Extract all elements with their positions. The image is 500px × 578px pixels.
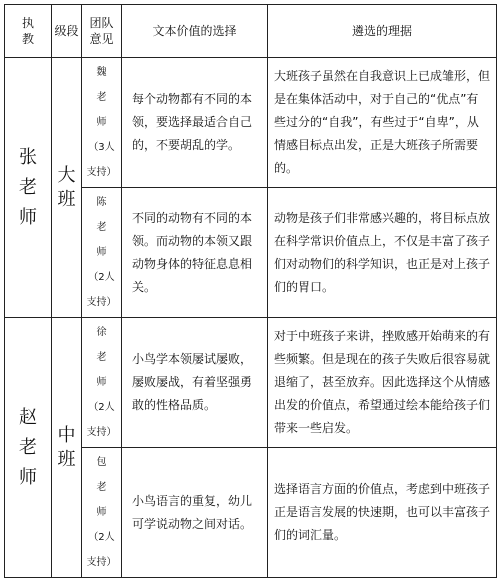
- opinion-cell: [82, 188, 122, 318]
- opinion-line: 支持）: [86, 297, 117, 308]
- opinion-line: 师: [96, 507, 107, 518]
- reason-cell: 对于中班孩子来讲，挫败感开始萌来的有些频繁。但是现在的孩子失败后很容易就退缩了，甚至放弃。因此选择这个从情感出发的价值点，希望通过绘本能给孩子们带来一些启发。: [268, 318, 497, 448]
- opinion-cell: [82, 448, 122, 578]
- opinion-line: 包: [96, 457, 107, 468]
- teacher-char: 张: [19, 146, 37, 168]
- header-teacher: [5, 5, 52, 58]
- grade-char: 班: [57, 188, 76, 210]
- header-row: [5, 5, 497, 58]
- teacher-zhang: [5, 58, 52, 318]
- grade-char: 中: [57, 424, 76, 446]
- reason-cell: 动物是孩子们非常感兴趣的，将目标点放在科学常识价值点上，不仅是丰富了孩子们对动物们的科学知识，也正是对上孩子们的胃口。: [268, 188, 497, 318]
- opinion-line: 魏: [96, 67, 107, 78]
- header-grade: 级段: [52, 5, 82, 58]
- reason-cell: 选择语言方面的价值点，考虑到中班孩子正是语言发展的快速期，也可以丰富孩子们的词汇量。: [268, 448, 497, 578]
- teacher-char: 师: [19, 466, 37, 488]
- opinion-cell: [82, 58, 122, 188]
- opinion-line: 老: [96, 352, 107, 363]
- header-value: 文本价值的选择: [122, 5, 268, 58]
- teacher-zhao: [5, 318, 52, 578]
- header-teacher-line2: 教: [21, 32, 34, 46]
- header-opinion: [82, 5, 122, 58]
- opinion-line: 徐: [96, 327, 107, 338]
- opinion-line: 老: [96, 222, 107, 233]
- opinion-line: （2人: [88, 272, 115, 283]
- opinion-line: 支持）: [86, 557, 117, 568]
- grade-senior: [52, 58, 82, 318]
- opinion-line: （2人: [88, 532, 115, 543]
- teacher-char: 老: [19, 176, 37, 198]
- value-cell: 每个动物都有不同的本领，要选择最适合自己的，不要胡乱的学。: [122, 58, 268, 188]
- grade-char: 班: [57, 448, 76, 470]
- value-cell: 不同的动物有不同的本领。而动物的本领又跟动物身体的特征息息相关。: [122, 188, 268, 318]
- opinion-line: 陈: [96, 197, 107, 208]
- header-opinion-line1: 团队: [89, 16, 114, 30]
- header-teacher-line1: 执: [21, 16, 34, 30]
- grade-middle: [52, 318, 82, 578]
- teacher-char: 老: [19, 436, 37, 458]
- opinion-line: 师: [96, 247, 107, 258]
- header-reason: 遴选的理据: [268, 5, 497, 58]
- opinion-line: 老: [96, 92, 107, 103]
- teacher-char: 师: [19, 206, 37, 228]
- teacher-char: 赵: [19, 406, 37, 428]
- opinion-cell: [82, 318, 122, 448]
- table-row: [5, 318, 497, 448]
- opinion-line: 师: [96, 377, 107, 388]
- value-cell: 小鸟学本领屡试屡败，屡败屡战，有着坚强勇敢的性格品质。: [122, 318, 268, 448]
- reason-cell: 大班孩子虽然在自我意识上已成雏形，但是在集体活动中，对于自己的“优点”有些过分的“自我”，有些过于“自卑”，从情感目标点出发，正是大班孩子所需要的。: [268, 58, 497, 188]
- grade-char: 大: [57, 164, 76, 186]
- header-opinion-line2: 意见: [89, 32, 114, 46]
- opinion-line: 支持）: [86, 167, 117, 178]
- opinion-line: （2人: [88, 402, 115, 413]
- table-row: [5, 58, 497, 188]
- opinion-line: 老: [96, 482, 107, 493]
- opinion-line: （3人: [88, 142, 115, 153]
- value-cell: 小鸟语言的重复，幼儿可学说动物之间对话。: [122, 448, 268, 578]
- teaching-value-table: [4, 4, 497, 578]
- opinion-line: 师: [96, 117, 107, 128]
- opinion-line: 支持）: [86, 427, 117, 438]
